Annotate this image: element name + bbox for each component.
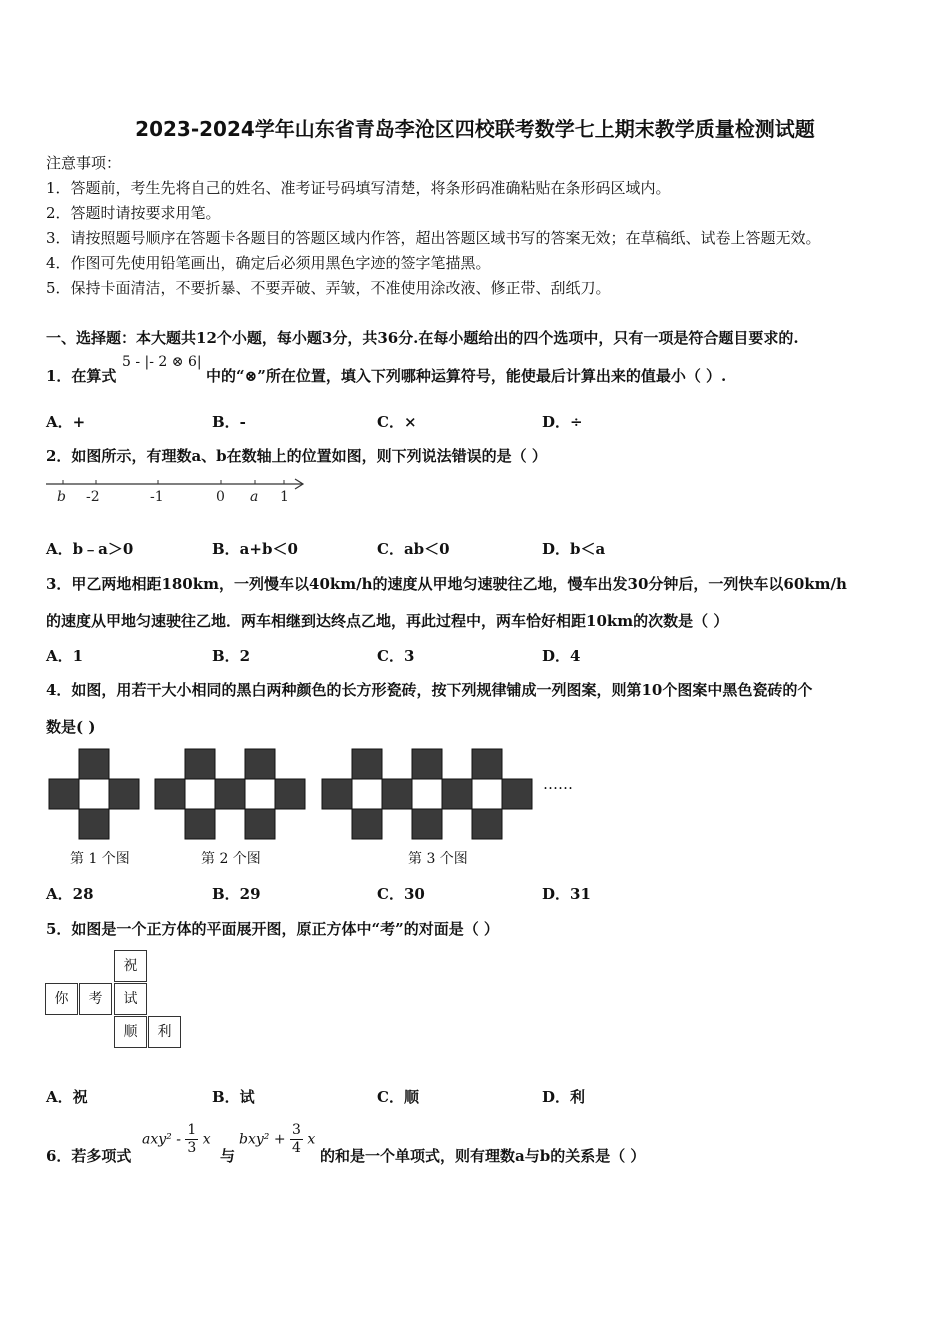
q3-option-a: A．1 xyxy=(46,647,84,665)
notice-heading: 注意事项： xyxy=(46,154,122,172)
figure-3-label: 第 3 个图 xyxy=(408,851,468,867)
q2-option-c: C．ab＜0 xyxy=(377,540,450,558)
q6-conjunction: 与 xyxy=(220,1147,236,1165)
notice-item: 5．保持卡面清洁，不要折暴、不要弄破、弄皱，不准使用涂改液、修正带、刮纸刀。 xyxy=(46,279,611,297)
q5-option-b: B．试 xyxy=(212,1088,255,1106)
q1-option-a: A．+ xyxy=(46,413,86,431)
q3-text-line2: 的速度从甲地匀速驶往乙地．两车相继到达终点乙地，再此过程中，两车恰好相距10km的次数是（ ） xyxy=(46,612,729,630)
q6-polynomial-1 xyxy=(142,1122,211,1157)
notice-item: 2．答题时请按要求用笔。 xyxy=(46,204,221,222)
notice-item: 1．答题前，考生先将自己的姓名、准考证号码填写清楚，将条形码准确粘贴在条形码区域内。 xyxy=(46,179,671,197)
net-cell: 利 xyxy=(148,1016,181,1048)
q3-option-c: C．3 xyxy=(377,647,415,665)
q6-poly2-x: x xyxy=(307,1131,316,1148)
q6-poly1-term: axy² - xyxy=(142,1131,181,1148)
q4-option-c: C．30 xyxy=(377,885,425,903)
notice-item: 3．请按照题号顺序在答题卡各题目的答题区域内作答，超出答题区域书写的答案无效；在草稿纸、试卷上答题无效。 xyxy=(46,229,821,247)
axis-label: -1 xyxy=(150,489,164,505)
axis-label: -2 xyxy=(86,489,100,505)
axis-label: 1 xyxy=(280,489,289,505)
net-cell: 你 xyxy=(45,983,78,1015)
net-cell: 祝 xyxy=(114,950,147,982)
q6-poly2-fraction: $\frac{3}{4}$ xyxy=(292,1122,301,1156)
q5-text: 5．如图是一个正方体的平面展开图，原正方体中“考”的对面是（ ） xyxy=(46,920,499,938)
q1-expression: 5 - |- 2 ⊗ 6| xyxy=(122,354,202,370)
q4-option-d: D．31 xyxy=(542,885,591,903)
q5-option-a: A．祝 xyxy=(46,1088,88,1106)
net-cell: 顺 xyxy=(114,1016,147,1048)
axis-label: 0 xyxy=(216,489,225,505)
q6-polynomial-2 xyxy=(239,1122,315,1157)
axis-label-a: a xyxy=(250,489,259,505)
q1-text: 中的“⊗”所在位置，填入下列哪种运算符号，能使最后计算出来的值最小（ ）. xyxy=(206,367,727,385)
q3-text-line1: 3．甲乙两地相距180km，一列慢车以40km/h的速度从甲地匀速驶往乙地，慢车出发30分钟后，一列快车以60km/h xyxy=(46,575,847,593)
q2-option-a: A．b﹣a＞0 xyxy=(46,540,134,558)
q1-prefix: 1．在算式 xyxy=(46,367,117,385)
number-line xyxy=(44,474,309,510)
q5-option-d: D．利 xyxy=(542,1088,586,1106)
q1-option-d: D．÷ xyxy=(542,413,583,431)
q2-option-b: B．a+b＜0 xyxy=(212,540,298,558)
q4-text-line1: 4．如图，用若干大小相同的黑白两种颜色的长方形瓷砖，按下列规律铺成一列图案，则第10个图案中黑色瓷砖的个 xyxy=(46,681,813,699)
figure-1-label: 第 1 个图 xyxy=(70,851,130,867)
net-cell: 考 xyxy=(79,983,112,1015)
figure-2-label: 第 2 个图 xyxy=(201,851,261,867)
q3-option-d: D．4 xyxy=(542,647,581,665)
q6-poly2-term: bxy² + xyxy=(239,1131,286,1148)
q4-option-b: B．29 xyxy=(212,885,261,903)
q4-text-line2: 数是( ) xyxy=(46,718,96,736)
q4-option-a: A．28 xyxy=(46,885,94,903)
section-heading: 一、选择题：本大题共12个小题，每小题3分，共36分.在每小题给出的四个选项中，只有一项是符合题目要求的. xyxy=(46,329,799,347)
page-title: 2023-2024学年山东省青岛李沧区四校联考数学七上期末教学质量检测试题 xyxy=(135,117,815,141)
q1-option-c: C．× xyxy=(377,413,417,431)
q2-text: 2．如图所示，有理数a、b在数轴上的位置如图，则下列说法错误的是（ ） xyxy=(46,447,547,465)
q6-prefix: 6．若多项式 xyxy=(46,1147,132,1165)
q6-poly1-x: x xyxy=(202,1131,211,1148)
q2-option-d: D．b＜a xyxy=(542,540,606,558)
tile-patterns-figure xyxy=(48,748,538,840)
q5-option-c: C．顺 xyxy=(377,1088,419,1106)
notice-item: 4．作图可先使用铅笔画出，确定后必须用黑色字迹的签字笔描黑。 xyxy=(46,254,491,272)
pattern-ellipsis: …… xyxy=(543,775,573,793)
q6-text: 的和是一个单项式，则有理数a与b的关系是（ ） xyxy=(320,1147,646,1165)
q1-option-b: B．- xyxy=(212,413,246,431)
q3-option-b: B．2 xyxy=(212,647,251,665)
axis-label-b: b xyxy=(57,489,66,505)
q6-poly1-fraction: $\frac{1}{3}$ xyxy=(187,1122,197,1156)
net-cell: 试 xyxy=(114,983,147,1015)
